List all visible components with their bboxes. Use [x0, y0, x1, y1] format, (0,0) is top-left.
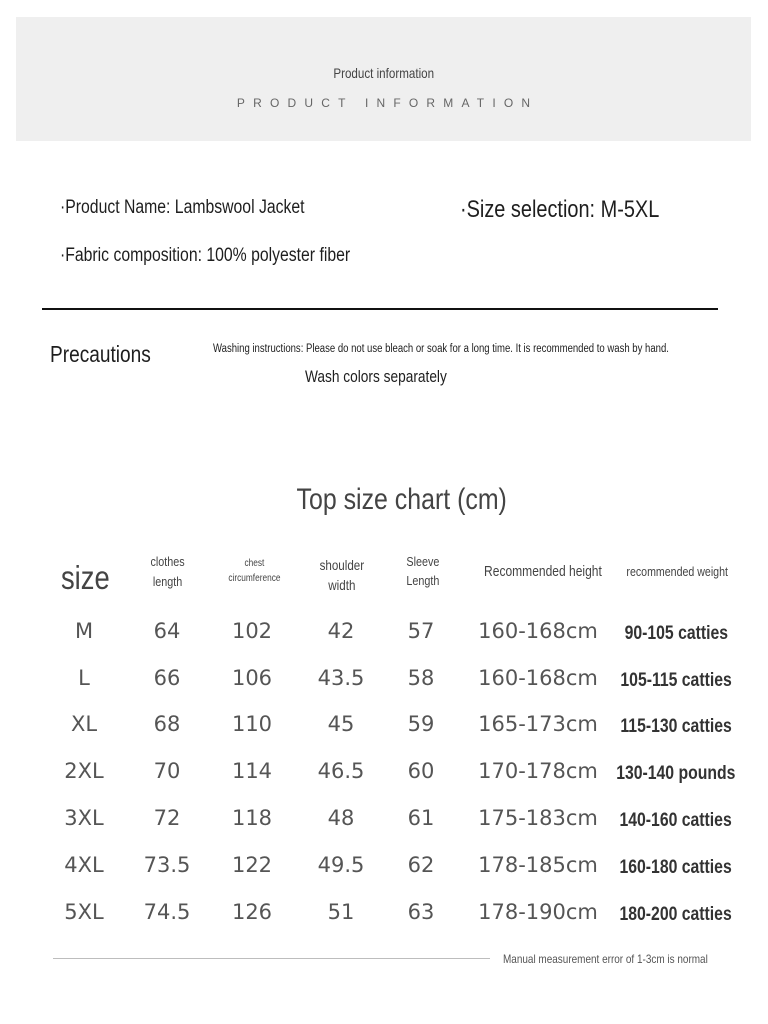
shoulder-cell: 43.5: [317, 666, 365, 690]
size-cell: M: [74, 619, 94, 643]
size-chart-title-text: Top size chart (cm): [296, 483, 508, 516]
fabric-composition-text: ·Fabric composition: 100% polyester fiber: [60, 245, 351, 266]
height-cell: 170-178cm: [478, 759, 598, 783]
height-cell: 165-173cm: [478, 712, 598, 736]
header-line: circumference: [227, 573, 281, 584]
table-row: [0, 899, 768, 925]
length-cell: 66: [153, 666, 181, 690]
sleeve-cell: 63: [407, 900, 435, 924]
table-row: [0, 618, 768, 644]
weight-cell: [596, 902, 756, 928]
shoulder-cell: 49.5: [317, 853, 365, 877]
size-cell: 2XL: [64, 759, 104, 783]
banner-title: [16, 64, 751, 82]
height-cell: 178-190cm: [478, 900, 598, 924]
precautions-heading-text: Precautions: [50, 341, 151, 367]
weight-text: 105-115 catties: [620, 670, 732, 691]
header-height-text: Recommended height: [484, 564, 602, 580]
size-cell: 4XL: [64, 853, 104, 877]
header-clothes-length-text: [151, 552, 185, 592]
header-line: Sleeve: [406, 554, 440, 569]
washing-instructions-text: Washing instructions: Please do not use bleach or soak for a long time. It is recommended to wash by hand.: [213, 343, 669, 355]
section-divider: [42, 308, 718, 310]
header-shoulder-text: [320, 555, 365, 595]
precautions-heading: [50, 341, 171, 368]
length-cell: 73.5: [143, 853, 191, 877]
chest-cell: 102: [231, 619, 273, 643]
sleeve-cell: 58: [407, 666, 435, 690]
size-cell: 3XL: [64, 806, 104, 830]
fabric-composition: [60, 245, 410, 267]
sleeve-cell: 61: [407, 806, 435, 830]
table-row: [0, 711, 768, 737]
height-cell: 160-168cm: [478, 666, 598, 690]
height-cell: 178-185cm: [478, 853, 598, 877]
sleeve-cell: 57: [407, 619, 435, 643]
header-sleeve-length: [373, 552, 473, 590]
measurement-footnote: [503, 952, 750, 967]
footnote-divider: [53, 958, 490, 959]
washing-instructions: [213, 342, 762, 356]
weight-text: 140-160 catties: [619, 810, 733, 831]
header-line: length: [153, 574, 183, 589]
header-chest-circumference: [204, 556, 304, 586]
length-cell: 74.5: [143, 900, 191, 924]
header-line: clothes: [150, 554, 186, 569]
product-information-banner: [16, 17, 751, 141]
weight-cell: [596, 761, 756, 787]
table-row: [0, 805, 768, 831]
length-cell: 70: [153, 759, 181, 783]
header-line: Length: [406, 573, 440, 588]
header-chest-text: [228, 556, 280, 586]
header-sleeve-text: [406, 552, 439, 590]
weight-cell: [596, 808, 756, 834]
chest-cell: 126: [231, 900, 273, 924]
header-recommended-weight: [597, 564, 757, 580]
chest-cell: 122: [231, 853, 273, 877]
weight-text: 130-140 pounds: [616, 763, 736, 784]
weight-cell: [596, 668, 756, 694]
sleeve-cell: 62: [407, 853, 435, 877]
size-cell: 5XL: [64, 900, 104, 924]
height-cell: 160-168cm: [478, 619, 598, 643]
banner-title-text: Product information: [333, 65, 434, 81]
chest-cell: 118: [231, 806, 273, 830]
length-cell: 64: [153, 619, 181, 643]
header-weight-text: recommended weight: [626, 564, 728, 579]
weight-cell: [596, 621, 756, 647]
sleeve-cell: 59: [407, 712, 435, 736]
product-name-text: ·Product Name: Lambswool Jacket: [60, 197, 305, 218]
header-line: shoulder: [319, 557, 365, 573]
chest-cell: 106: [231, 666, 273, 690]
weight-text: 115-130 catties: [620, 716, 732, 737]
chest-cell: 110: [231, 712, 273, 736]
table-row: [0, 852, 768, 878]
weight-cell: [596, 714, 756, 740]
table-row: [0, 665, 768, 691]
size-cell: XL: [70, 712, 98, 736]
weight-text: 160-180 catties: [619, 857, 733, 878]
header-line: width: [328, 577, 356, 593]
header-clothes-length: [118, 552, 218, 592]
size-cell: L: [78, 666, 90, 690]
shoulder-cell: 42: [327, 619, 355, 643]
chest-cell: 114: [231, 759, 273, 783]
measurement-footnote-text: Manual measurement error of 1-3cm is normal: [503, 952, 708, 966]
wash-colors-note: [305, 367, 476, 387]
size-selection: [460, 196, 700, 224]
size-selection-text: ·Size selection: M-5XL: [460, 196, 660, 223]
length-cell: 72: [153, 806, 181, 830]
weight-cell: [596, 855, 756, 881]
banner-subtitle: PRODUCT INFORMATION: [236, 96, 539, 110]
header-line: chest: [244, 558, 264, 569]
wash-colors-note-text: Wash colors separately: [305, 368, 447, 386]
height-cell: 175-183cm: [478, 806, 598, 830]
size-chart-title: [202, 482, 602, 518]
shoulder-cell: 51: [327, 900, 355, 924]
product-name: [60, 197, 355, 219]
shoulder-cell: 45: [327, 712, 355, 736]
table-row: [0, 758, 768, 784]
shoulder-cell: 46.5: [317, 759, 365, 783]
weight-text: 180-200 catties: [619, 904, 733, 925]
header-size-text: size: [60, 559, 110, 596]
weight-text: 90-105 catties: [624, 623, 728, 644]
shoulder-cell: 48: [327, 806, 355, 830]
sleeve-cell: 60: [407, 759, 435, 783]
length-cell: 68: [153, 712, 181, 736]
